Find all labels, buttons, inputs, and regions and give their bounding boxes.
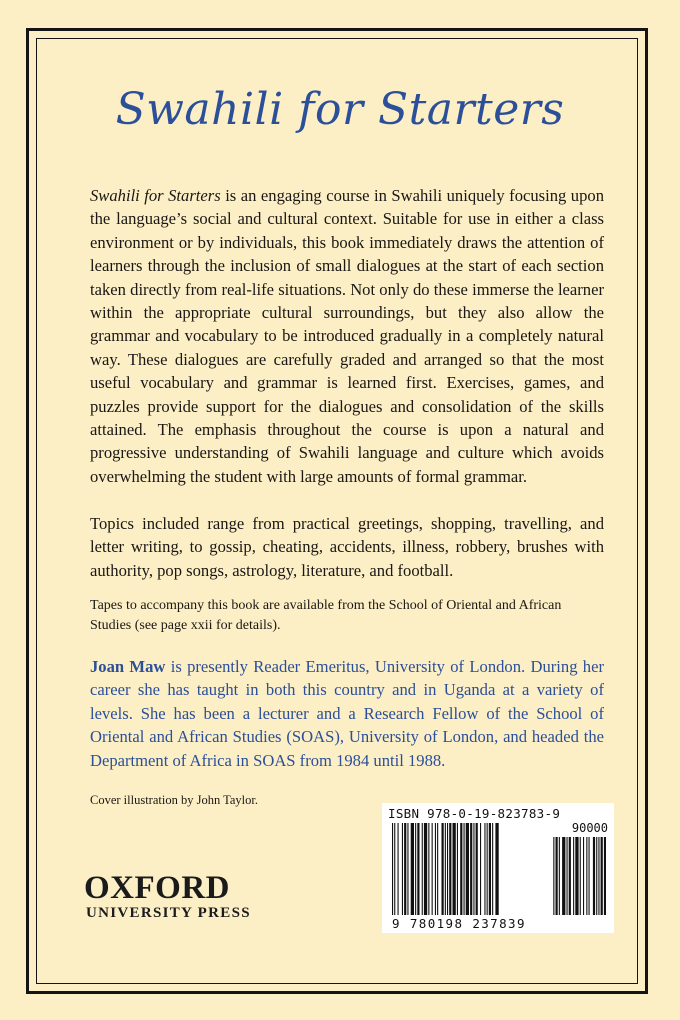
barcode-human-readable: 9 780198 237839 [392,916,526,931]
description-paragraph [90,184,604,488]
barcode-bar [484,823,485,915]
author-bio [90,655,604,772]
barcode-bars [390,823,606,915]
barcode-addon-bar [569,837,571,915]
barcode-bar [473,823,474,915]
barcode-bar [424,823,427,915]
author-bio-text: is presently Reader Emeritus, University of London. During her career she has taught in both this country and in Uganda at a variety of levels. She has been a lecturer and a Research Fellow of the School of Oriental and African Studies (SOAS), University of London, and headed the Department of Africa in SOAS from 1984 until 1988. [90,657,604,770]
barcode-bar [411,823,414,915]
publisher-logo-oxford: OXFORD [84,870,230,906]
barcode-bar [447,823,448,915]
barcode-bar [402,823,403,915]
barcode-bar [480,823,481,915]
author-name: Joan Maw [90,657,166,676]
barcode-bar [398,823,399,915]
description-title-italic: Swahili for Starters [90,186,221,205]
barcode-bar [437,823,438,915]
description-text: is an engaging course in Swahili uniquely focusing upon the language’s social and cultural context. Suitable for use in either a class environment or by individuals, this book immediately draws the attention of learners through the inclusion of small dialogues at the start of each section taken directly from real-life situations. Not only do these immerse the learner within the appropriate cultural surroundings, but they also allow the grammar and vocabulary to be introduced gradually in a completely natural way. These dialogues are carefully graded and arranged so that the most useful vocabulary and grammar is learned first. Exercises, games, and puzzles provide support for the dialogues and consolidation of the skills attained. The emphasis throughout the course is upon a natural and progressive understanding of Swahili language and culture which avoids overwhelming the student with large amounts of formal grammar. [90,186,604,486]
barcode-addon-bar [586,837,587,915]
barcode-bar [492,823,493,915]
barcode-bar [445,823,446,915]
cover-credit: Cover illustration by John Taylor. [90,793,258,807]
tapes-note: Tapes to accompany this book are available from the School of Oriental and African Studies (see page xxii for details). [90,598,562,633]
barcode-bar [495,823,498,915]
barcode-bar [487,823,488,915]
publisher-logo-subtitle: UNIVERSITY PRESS [86,905,251,921]
barcode-addon-bar [580,837,581,915]
barcode-bar [457,823,458,915]
barcode-bar [428,823,429,915]
barcode-addon-bar [575,837,578,915]
barcode-bar [460,823,462,915]
barcode-bar [449,823,451,915]
barcode-bar [422,823,423,915]
barcode-addon-bar [573,837,574,915]
barcode-bar [407,823,408,915]
barcode-bar [404,823,406,915]
barcode-addon-bar [562,837,565,915]
topics-paragraph: Topics included range from practical greetings, shopping, travelling, and letter writing, to gossip, cheating, accidents, illness, robbery, brushes with authority, pop songs, astrology, literature, and football. [90,514,604,580]
barcode-bar [435,823,436,915]
barcode-addon-bar [589,837,590,915]
barcode-addon-bar [556,837,558,915]
barcode-bar [453,823,456,915]
barcode-addon-bar [596,837,597,915]
barcode-addon-bar [583,837,584,915]
barcode-bar [489,823,491,915]
barcode [382,803,614,933]
barcode-bar [464,823,465,915]
barcode-bar [415,823,416,915]
barcode-addon-bar [559,837,560,915]
barcode-addon-bar [593,837,595,915]
barcode-addon-bar [567,837,568,915]
barcode-bar [470,823,472,915]
barcode-bar [466,823,469,915]
barcode-addon-bar [553,837,554,915]
barcode-addon-bar [598,837,599,915]
barcode-addon-bar [601,837,603,915]
barcode-addon-code: 90000 [571,821,608,835]
book-title: Swahili for Starters [115,84,565,135]
barcode-addon-bar [604,837,606,915]
barcode-bar [417,823,419,915]
barcode-bar [432,823,433,915]
barcode-bar [442,823,444,915]
isbn-label: ISBN 978-0-19-823783-9 [388,806,561,821]
barcode-bar [392,823,393,915]
barcode-bar [394,823,395,915]
barcode-bar [476,823,478,915]
